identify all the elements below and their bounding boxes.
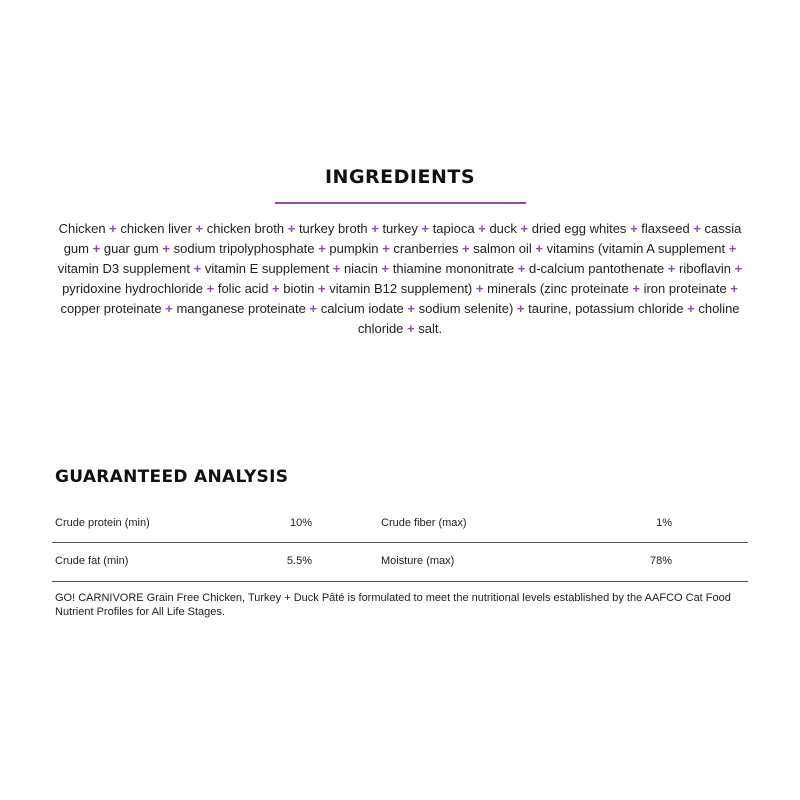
plus-separator-icon: + [381,261,390,276]
analysis-label: Crude fiber (max) [381,517,467,529]
aafco-statement: GO! CARNIVORE Grain Free Chicken, Turkey + Duck Pâté is formulated to meet the nutritional levels established by the AAFCO Cat Food Nutrient Profiles for All Life Stages. [55,592,731,618]
ingredient-item: chicken broth [206,221,285,236]
analysis-label: Crude fat (min) [55,555,129,567]
plus-separator-icon: + [632,281,640,296]
plus-separator-icon: + [382,241,390,256]
analysis-value: 1% [656,517,672,529]
guaranteed-analysis-table [52,505,748,582]
ingredient-item: duck [489,221,517,236]
plus-separator-icon: + [667,261,676,276]
analysis-row [52,505,748,543]
plus-separator-icon: + [371,221,379,236]
plus-separator-icon: + [728,241,737,256]
plus-separator-icon: + [730,281,738,296]
ingredient-item: tapioca [432,221,475,236]
plus-separator-icon: + [407,301,416,316]
ingredient-item: Chicken [58,221,106,236]
ingredient-item: riboflavin [679,261,732,276]
ingredient-item: dried egg whites [531,221,627,236]
plus-separator-icon: + [734,261,743,276]
plus-separator-icon: + [317,281,326,296]
plus-separator-icon: + [195,221,204,236]
plus-separator-icon: + [165,301,173,316]
ingredients-heading: INGREDIENTS [324,166,476,188]
ingredient-item: turkey [382,221,418,236]
ingredient-item: taurine, potassium chloride [528,301,684,316]
ingredients-heading-underline [275,202,526,204]
ingredient-item: vitamins (vitamin A supplement [546,241,726,256]
plus-separator-icon: + [318,241,326,256]
ingredient-item: choline chloride [357,301,740,336]
ingredient-item: sodium tripolyphosphate [173,241,315,256]
plus-separator-icon: + [193,261,202,276]
ingredient-item: folic acid [217,281,269,296]
guaranteed-analysis-heading: GUARANTEED ANALYSIS [55,467,289,487]
analysis-label: Crude protein (min) [55,517,150,529]
ingredient-item: vitamin B12 supplement) [329,281,473,296]
plus-separator-icon: + [478,221,486,236]
plus-separator-icon: + [462,241,470,256]
ingredient-item: sodium selenite) [418,301,514,316]
ingredients-list [52,219,748,339]
plus-separator-icon: + [475,281,484,296]
ingredient-item: vitamin D3 supplement [57,261,190,276]
ingredient-item: flaxseed [641,221,690,236]
plus-separator-icon: + [516,301,525,316]
ingredient-item: pumpkin [329,241,379,256]
plus-separator-icon: + [517,261,526,276]
plus-separator-icon: + [162,241,170,256]
plus-separator-icon: + [421,221,430,236]
plus-separator-icon: + [206,281,215,296]
plus-separator-icon: + [109,221,117,236]
ingredient-item: manganese proteinate [176,301,306,316]
plus-separator-icon: + [630,221,638,236]
plus-separator-icon: + [309,301,318,316]
plus-separator-icon: + [287,221,296,236]
plus-separator-icon: + [407,321,415,336]
ingredient-item: pyridoxine hydrochloride [62,281,203,296]
ingredient-item: turkey broth [298,221,368,236]
plus-separator-icon: + [687,301,695,316]
ingredient-item: iron proteinate [643,281,727,296]
analysis-value: 10% [289,517,312,529]
ingredient-item: biotin [283,281,315,296]
ingredient-item: cranberries [393,241,459,256]
ingredient-item: cassia gum [63,221,742,256]
analysis-row [52,543,748,582]
plus-separator-icon: + [332,261,341,276]
plus-separator-icon: + [92,241,101,256]
ingredient-item: minerals (zinc proteinate [487,281,629,296]
analysis-value: 78% [649,555,672,567]
ingredient-item: niacin [343,261,378,276]
ingredient-item: d-calcium pantothenate [529,261,665,276]
plus-separator-icon: + [693,221,701,236]
plus-separator-icon: + [520,221,529,236]
ingredient-item: vitamin E supplement [204,261,330,276]
analysis-value: 5.5% [286,555,312,567]
ingredient-item: thiamine mononitrate [392,261,515,276]
plus-separator-icon: + [272,281,280,296]
ingredient-item: copper proteinate [60,301,162,316]
plus-separator-icon: + [535,241,543,256]
ingredient-item: calcium iodate [320,301,404,316]
ingredient-item: chicken liver [120,221,192,236]
ingredient-item: salt. [418,321,443,336]
ingredient-item: guar gum [103,241,159,256]
analysis-label: Moisture (max) [381,555,455,567]
ingredient-item: salmon oil [473,241,532,256]
